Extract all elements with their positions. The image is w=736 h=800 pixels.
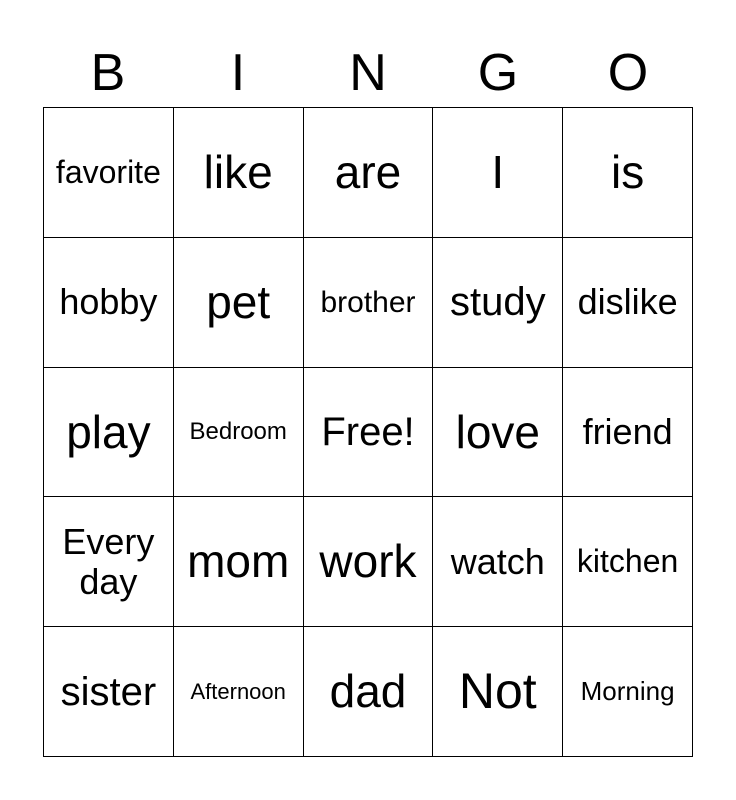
cell-text: brother: [320, 285, 416, 319]
cell-text: I: [491, 146, 505, 199]
bingo-cell[interactable]: [563, 368, 693, 498]
cell-text: love: [455, 405, 540, 458]
cell-text: sister: [60, 669, 157, 714]
bingo-cell[interactable]: [304, 627, 434, 757]
bingo-cell[interactable]: [44, 627, 174, 757]
header-letter-o: O: [607, 44, 649, 102]
bingo-cell[interactable]: [433, 368, 563, 498]
cell-text: favorite: [55, 153, 161, 190]
cell-text: play: [66, 405, 151, 458]
bingo-cell[interactable]: [563, 238, 693, 368]
cell-text: mom: [187, 535, 290, 588]
cell-text: Bedroom: [189, 417, 287, 445]
cell-text: kitchen: [576, 543, 679, 580]
bingo-cell[interactable]: [563, 108, 693, 238]
cell-text: Not: [458, 663, 537, 720]
bingo-cell[interactable]: [433, 108, 563, 238]
cell-text: hobby: [59, 281, 158, 323]
cell-text: friend: [582, 411, 673, 453]
bingo-cell[interactable]: [44, 238, 174, 368]
bingo-cell[interactable]: [563, 497, 693, 627]
bingo-cell[interactable]: [304, 497, 434, 627]
bingo-cell[interactable]: [433, 627, 563, 757]
cell-text: Free!: [321, 409, 415, 454]
cell-text: dislike: [577, 281, 678, 323]
bingo-cell[interactable]: [44, 497, 174, 627]
bingo-cell[interactable]: [44, 108, 174, 238]
cell-text: like: [203, 146, 273, 199]
bingo-cell[interactable]: [174, 497, 304, 627]
header-letter-g: G: [477, 44, 519, 102]
bingo-cell[interactable]: [174, 108, 304, 238]
cell-text: is: [610, 146, 645, 199]
bingo-cell[interactable]: [433, 238, 563, 368]
header-letter-i: I: [230, 44, 246, 102]
cell-text: Morning: [580, 676, 675, 707]
bingo-cell[interactable]: [44, 368, 174, 498]
bingo-cell[interactable]: [174, 238, 304, 368]
bingo-board: [43, 107, 693, 757]
bingo-cell[interactable]: [563, 627, 693, 757]
bingo-cell[interactable]: [304, 238, 434, 368]
cell-text: Every day: [62, 521, 155, 602]
header-letter-n: N: [349, 44, 387, 102]
bingo-cell[interactable]: [304, 368, 434, 498]
bingo-cell[interactable]: [304, 108, 434, 238]
bingo-cell[interactable]: [174, 627, 304, 757]
cell-text: watch: [450, 540, 545, 582]
cell-text: work: [319, 535, 417, 588]
header-letter-b: B: [90, 44, 126, 102]
cell-text: dad: [329, 665, 407, 718]
cell-text: Afternoon: [190, 678, 286, 704]
cell-text: are: [334, 146, 402, 199]
bingo-header: [43, 40, 693, 106]
cell-text: study: [449, 280, 546, 325]
bingo-cell[interactable]: [174, 368, 304, 498]
bingo-cell[interactable]: [433, 497, 563, 627]
cell-text: pet: [206, 275, 271, 328]
